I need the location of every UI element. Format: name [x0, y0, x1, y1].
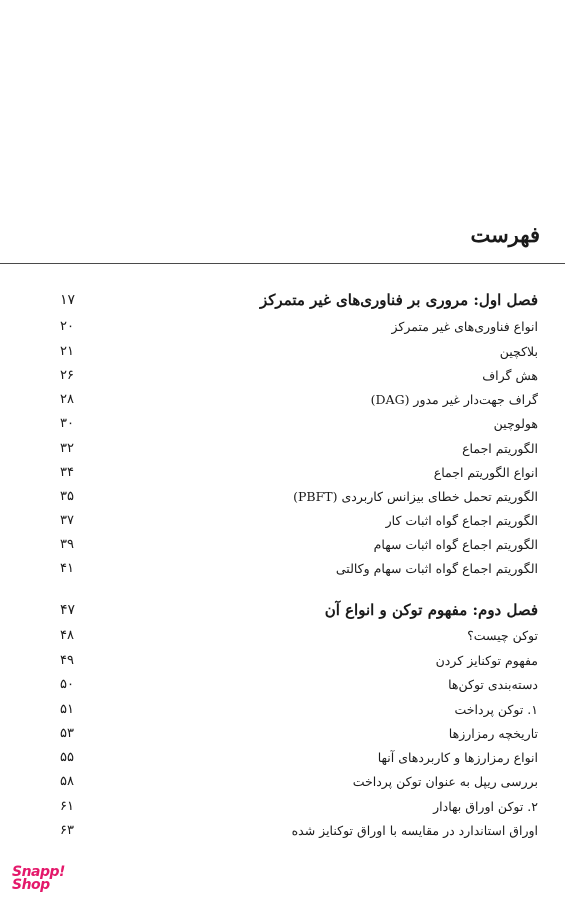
toc-page-number: ۲۰: [60, 318, 74, 334]
toc-row: [60, 387, 538, 411]
toc-page-number: ۱۷: [60, 292, 76, 308]
toc-page-number: ۲۶: [60, 367, 74, 383]
toc-row: [60, 411, 538, 435]
toc-page-number: ۳۴: [60, 464, 74, 480]
toc-page-number: ۳۷: [60, 512, 74, 528]
toc-entry-title: انواع رمزارزها و کاربردهای آنها: [377, 749, 538, 765]
toc-row: [60, 339, 538, 363]
toc-page-number: ۳۰: [60, 415, 74, 431]
toc-entry-title: فصل دوم: مفهوم توکن و انواع آن: [324, 601, 538, 619]
toc-chapter-row: [60, 598, 538, 622]
toc-page-number: ۵۸: [60, 773, 74, 789]
toc-row: [60, 818, 538, 842]
toc-page-number: ۳۹: [60, 536, 74, 552]
toc-entry-title: ۲. توکن اوراق بهادار: [433, 798, 538, 814]
toc-entry-title: هولوچین: [493, 415, 538, 431]
toc-entry-title: الگوریتم اجماع گواه اثبات سهام: [373, 536, 538, 552]
toc-row: [60, 623, 538, 647]
toc-row: [60, 648, 538, 672]
toc-entry-title: انواع فناوری‌های غیر متمرکز: [391, 318, 538, 334]
toc-row: [60, 721, 538, 745]
toc-page-number: ۴۹: [60, 652, 74, 668]
toc-page-number: ۴۱: [60, 560, 74, 576]
logo-line-1: Snapp!: [12, 864, 65, 880]
toc-page-number: ۵۰: [60, 676, 74, 692]
title-divider: [0, 263, 565, 264]
toc-row: [60, 769, 538, 793]
toc-entry-title: بررسی ریپل به عنوان توکن پرداخت: [352, 773, 538, 789]
toc-entry-title: ۱. توکن پرداخت: [454, 701, 538, 717]
toc-page-number: ۵۳: [60, 725, 74, 741]
toc-entry-title: انواع الگوریتم اجماع: [433, 464, 538, 480]
toc-row: [60, 436, 538, 460]
toc-row: [60, 484, 538, 508]
toc-entry-title: توکن چیست؟: [467, 627, 538, 643]
toc-entry-title: مفهوم توکنایز کردن: [435, 652, 538, 668]
toc-page-number: ۶۳: [60, 822, 74, 838]
toc-row: [60, 460, 538, 484]
toc-entry-title: اوراق استاندارد در مقایسه با اوراق توکنایز شده: [291, 822, 538, 838]
toc-entry-title: فصل اول: مروری بر فناوری‌های غیر متمرکز: [260, 291, 538, 309]
toc-entry-title: گراف جهت‌دار غیر مدور (DAG): [370, 391, 538, 407]
toc-row: [60, 745, 538, 769]
toc-entry-title: بلاکچین: [499, 343, 538, 359]
toc-page-number: ۲۸: [60, 391, 74, 407]
toc-row: [60, 314, 538, 338]
toc-row: [60, 672, 538, 696]
toc-entry-title: الگوریتم تحمل خطای بیزانس کاربردی (PBFT): [293, 488, 538, 504]
toc-page-number: ۵۵: [60, 749, 74, 765]
page-title: فهرست: [470, 222, 540, 247]
toc-row: [60, 363, 538, 387]
toc-page-number: ۲۱: [60, 343, 74, 359]
toc-row: [60, 556, 538, 580]
logo-line-2: Shop: [12, 877, 50, 893]
toc-entry-title: هش گراف: [482, 367, 538, 383]
toc-row: [60, 532, 538, 556]
toc-entry-title: الگوریتم اجماع: [462, 440, 538, 456]
toc-row: [60, 794, 538, 818]
toc-chapter-row: [60, 288, 538, 312]
toc-entry-title: تاریخچه رمزارزها: [448, 725, 538, 741]
toc-page-number: ۴۷: [60, 602, 76, 618]
toc-entry-title: دسته‌بندی توکن‌ها: [448, 676, 538, 692]
toc-entry-title: الگوریتم اجماع گواه اثبات سهام وکالتی: [335, 560, 538, 576]
toc-page-number: ۳۲: [60, 440, 74, 456]
toc-page-number: ۵۱: [60, 701, 74, 717]
toc-row: [60, 508, 538, 532]
toc-page-number: ۴۸: [60, 627, 74, 643]
toc-page-number: ۳۵: [60, 488, 74, 504]
toc-row: [60, 697, 538, 721]
toc-entry-title: الگوریتم اجماع گواه اثبات کار: [385, 512, 538, 528]
snappshop-logo: [12, 866, 72, 892]
toc-page-number: ۶۱: [60, 798, 74, 814]
